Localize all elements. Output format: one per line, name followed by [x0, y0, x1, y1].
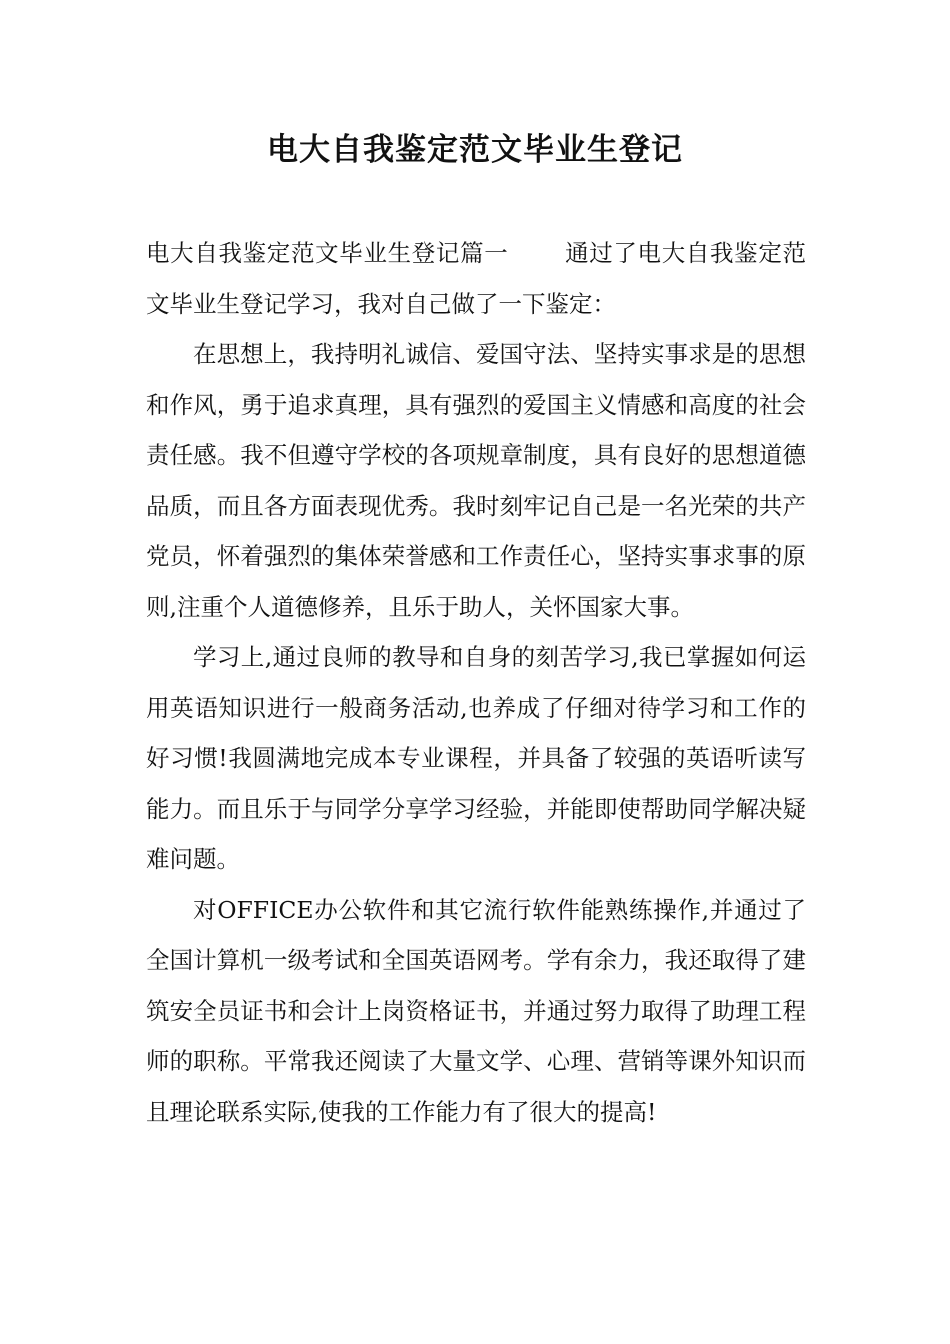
intro-text: 通过了电大自我鉴定范文毕业生登记学习，我对自己做了一下鉴定：	[146, 239, 807, 318]
section-heading: 电大自我鉴定范文毕业生登记篇一	[146, 239, 509, 267]
document-body	[146, 228, 806, 1137]
paragraph-ideology: 在思想上，我持明礼诚信、爱国守法、坚持实事求是的思想和作风，勇于追求真理，具有强烈的爱国主义情感和高度的社会责任感。我不但遵守学校的各项规章制度，具有良好的思想道德品质，而且各方面表现优秀。我时刻牢记自己是一名光荣的共产党员，怀着强烈的集体荣誉感和工作责任心，坚持实事求事的原则,注重个人道德修养，且乐于助人，关怀国家大事。	[146, 340, 806, 621]
paragraph-study: 学习上,通过良师的教导和自身的刻苦学习,我已掌握如何运用英语知识进行一般商务活动,也养成了仔细对待学习和工作的好习惯!我圆满地完成本专业课程，并具备了较强的英语听读写能力。而且乐于与同学分享学习经验，并能即使帮助同学解决疑难问题。	[146, 643, 806, 873]
document-title: 电大自我鉴定范文毕业生登记	[267, 132, 683, 168]
paragraph-skills: 对OFFICE办公软件和其它流行软件能熟练操作,并通过了全国计算机一级考试和全国英语网考。学有余力，我还取得了建筑安全员证书和会计上岗资格证书，并通过努力取得了助理工程师的职称。平常我还阅读了大量文学、心理、营销等课外知识而且理论联系实际,使我的工作能力有了很大的提高!	[146, 895, 806, 1126]
intro-paragraph	[146, 228, 806, 329]
